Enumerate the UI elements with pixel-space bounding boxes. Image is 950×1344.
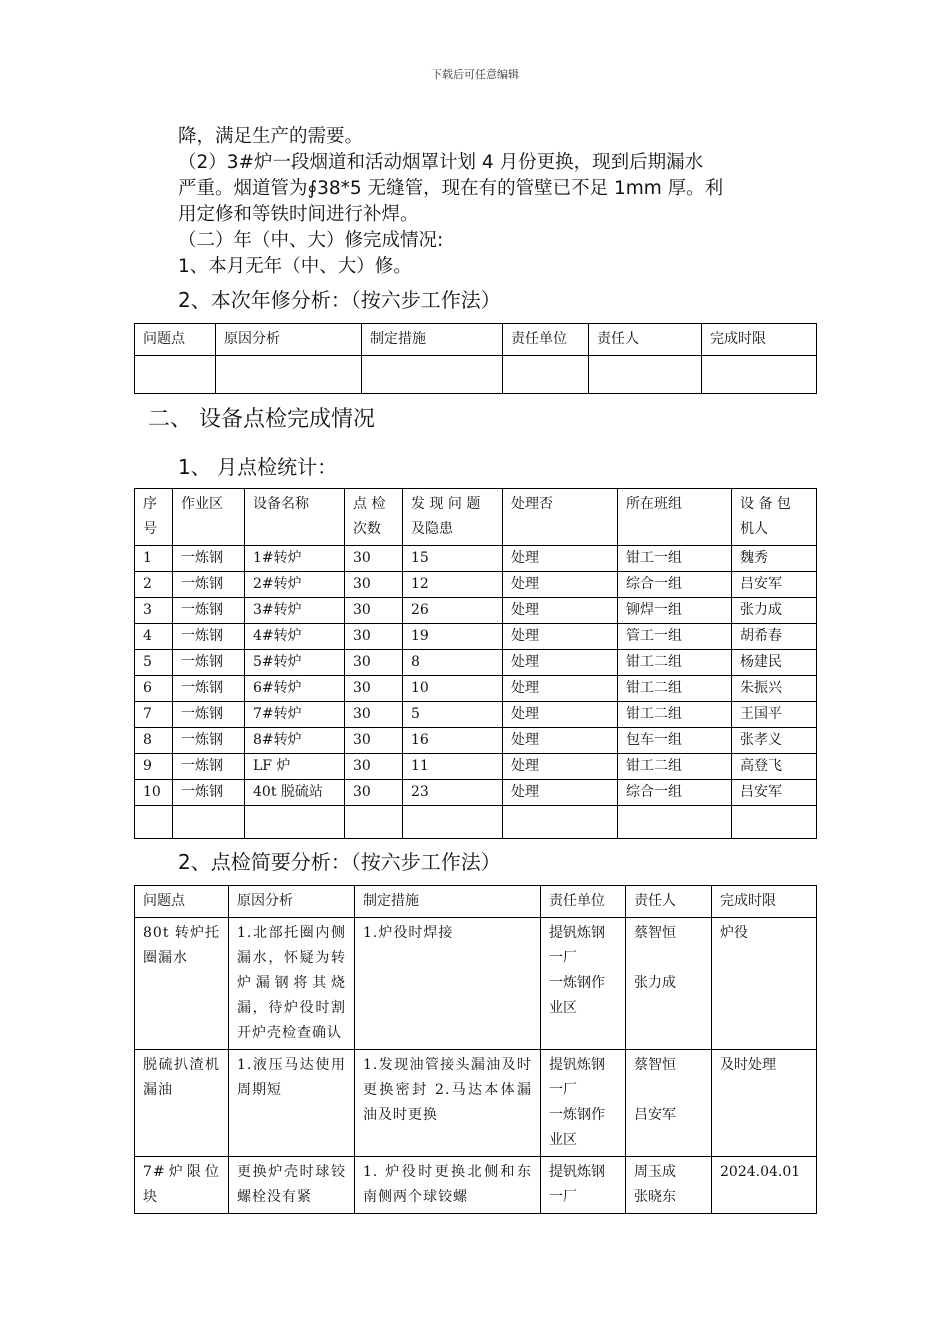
table-cell: 40t 脱硫站 (245, 780, 345, 806)
brief-analysis-table (134, 885, 817, 1214)
table-cell: 蔡智恒 吕安军 (626, 1050, 712, 1157)
table-cell (245, 806, 345, 839)
paragraph-line-1: 降，满足生产的需要。 (178, 126, 364, 147)
table-row (135, 624, 817, 650)
table-cell: 一炼钢 (173, 650, 245, 676)
table-header-cell: 责任单位 (503, 324, 589, 356)
table-cell (135, 356, 216, 394)
table-header-cell: 完成时限 (712, 886, 817, 918)
table-row (135, 754, 817, 780)
table-header-cell: 发 现 问 题 及隐患 (403, 489, 503, 546)
table-cell: 1#转炉 (245, 546, 345, 572)
table-cell: 30 (345, 624, 403, 650)
table-cell: 19 (403, 624, 503, 650)
table-cell: 4#转炉 (245, 624, 345, 650)
table-cell: 23 (403, 780, 503, 806)
table-cell: 炉役 (712, 918, 817, 1050)
table-cell: 综合一组 (618, 780, 732, 806)
table-cell: 80t 转炉托圈漏水 (135, 918, 229, 1050)
table-cell: 7#转炉 (245, 702, 345, 728)
table-cell (503, 806, 618, 839)
table-cell: 12 (403, 572, 503, 598)
table-header-cell: 原因分析 (229, 886, 355, 918)
table-cell: 6 (135, 676, 173, 702)
paragraph-line-4: 用定修和等铁时间进行补焊。 (178, 204, 419, 225)
table-cell: 2 (135, 572, 173, 598)
table-cell: 吕安军 (732, 780, 817, 806)
table-cell: 30 (345, 728, 403, 754)
table-header-row (135, 489, 817, 546)
table-cell: 一炼钢 (173, 572, 245, 598)
table-cell: 处理 (503, 780, 618, 806)
table-cell (618, 806, 732, 839)
table-cell: 处理 (503, 702, 618, 728)
table-cell: 处理 (503, 598, 618, 624)
table-row (135, 356, 817, 394)
table-header-cell: 制定措施 (355, 886, 541, 918)
table-cell: 1.发现油管接头漏油及时更换密封 2.马达本体漏油及时更换 (355, 1050, 541, 1157)
table-cell: 30 (345, 546, 403, 572)
table-cell: 一炼钢 (173, 780, 245, 806)
table-cell: 张力成 (732, 598, 817, 624)
table-header-row (135, 324, 817, 356)
table-cell: 钳工一组 (618, 546, 732, 572)
table-header-cell: 责任人 (589, 324, 702, 356)
table-cell: 11 (403, 754, 503, 780)
table-cell: 杨建民 (732, 650, 817, 676)
table-cell: 钳工二组 (618, 650, 732, 676)
table-cell: 处理 (503, 676, 618, 702)
table-row (135, 1157, 817, 1214)
annual-analysis-heading: 2、本次年修分析：（按六步工作法） (178, 288, 501, 312)
table-cell (732, 806, 817, 839)
table-cell: 4 (135, 624, 173, 650)
table-cell: 钳工二组 (618, 676, 732, 702)
table-cell: 提钒炼钢一厂 一炼钢作业区 (541, 1050, 626, 1157)
table-cell: 15 (403, 546, 503, 572)
table-cell: 钳工二组 (618, 702, 732, 728)
table-cell: 1 (135, 546, 173, 572)
table-cell: 16 (403, 728, 503, 754)
table-cell: 1.炉役时焊接 (355, 918, 541, 1050)
table-row (135, 702, 817, 728)
table-cell: 10 (403, 676, 503, 702)
table-cell: 8#转炉 (245, 728, 345, 754)
table-cell: 处理 (503, 572, 618, 598)
table-cell: 7 (135, 702, 173, 728)
annual-analysis-table (134, 323, 817, 394)
table-cell (503, 356, 589, 394)
monthly-title: 1、 月点检统计： (178, 455, 338, 479)
table-row (135, 918, 817, 1050)
table-cell: 处理 (503, 624, 618, 650)
brief-analysis-heading: 2、点检简要分析：（按六步工作法） (178, 850, 501, 874)
table-row (135, 780, 817, 806)
table-header-cell: 责任人 (626, 886, 712, 918)
table-cell: 1.液压马达使用周期短 (229, 1050, 355, 1157)
table-row (135, 598, 817, 624)
section-two-title: 二、 设备点检完成情况 (148, 407, 375, 432)
table-cell: 30 (345, 572, 403, 598)
table-cell (173, 806, 245, 839)
table-cell: 高登飞 (732, 754, 817, 780)
table-cell: 30 (345, 650, 403, 676)
table-cell (702, 356, 817, 394)
table-cell: 综合一组 (618, 572, 732, 598)
table-cell: 更换炉壳时球铰螺栓没有紧 (229, 1157, 355, 1214)
table-cell (589, 356, 702, 394)
table-row (135, 676, 817, 702)
table-cell: 脱硫扒渣机漏油 (135, 1050, 229, 1157)
table-header-cell: 完成时限 (702, 324, 817, 356)
table-cell: 2024.04.01 (712, 1157, 817, 1214)
table-cell: 吕安军 (732, 572, 817, 598)
paragraph-line-2: （2）3#炉一段烟道和活动烟罩计划 4 月份更换，现到后期漏水 (178, 152, 704, 173)
table-cell: 3 (135, 598, 173, 624)
table-cell: 铆焊一组 (618, 598, 732, 624)
table-cell: 6#转炉 (245, 676, 345, 702)
table-cell: 周玉成 张晓东 (626, 1157, 712, 1214)
table-cell: 一炼钢 (173, 624, 245, 650)
table-cell: 8 (403, 650, 503, 676)
table-header-cell: 问题点 (135, 324, 216, 356)
table-header-cell: 作业区 (173, 489, 245, 546)
table-header-cell: 点 检 次数 (345, 489, 403, 546)
table-cell: 2#转炉 (245, 572, 345, 598)
table-cell: 30 (345, 598, 403, 624)
table-cell: LF 炉 (245, 754, 345, 780)
table-cell: 30 (345, 754, 403, 780)
table-row (135, 1050, 817, 1157)
table-cell: 王国平 (732, 702, 817, 728)
table-cell: 钳工二组 (618, 754, 732, 780)
table-cell: 提钒炼钢一厂 一炼钢作业区 (541, 918, 626, 1050)
table-cell: 魏秀 (732, 546, 817, 572)
table-cell: 处理 (503, 650, 618, 676)
table-row (135, 572, 817, 598)
table-cell: 处理 (503, 728, 618, 754)
table-cell (345, 806, 403, 839)
table-cell: 管工一组 (618, 624, 732, 650)
table-cell: 一炼钢 (173, 546, 245, 572)
table-cell: 一炼钢 (173, 702, 245, 728)
table-cell (135, 806, 173, 839)
table-cell: 一炼钢 (173, 598, 245, 624)
table-header-cell: 设 备 包 机人 (732, 489, 817, 546)
table-cell: 8 (135, 728, 173, 754)
paragraph-line-3: 严重。烟道管为∮38*5 无缝管，现在有的管壁已不足 1mm 厚。利 (178, 178, 724, 199)
header-note: 下载后可任意编辑 (431, 68, 519, 81)
table-row (135, 650, 817, 676)
table-cell: 胡希春 (732, 624, 817, 650)
table-cell (216, 356, 362, 394)
table-cell (362, 356, 503, 394)
table-cell: 1. 炉役时更换北侧和东南侧两个球铰螺 (355, 1157, 541, 1214)
table-cell: 一炼钢 (173, 676, 245, 702)
table-header-row (135, 886, 817, 918)
table-cell: 1.北部托圈内侧漏水，怀疑为转炉漏钢将其烧漏，待炉役时割开炉壳检查确认 (229, 918, 355, 1050)
table-row (135, 728, 817, 754)
table-cell: 9 (135, 754, 173, 780)
table-cell: 及时处理 (712, 1050, 817, 1157)
table-header-cell: 制定措施 (362, 324, 503, 356)
table-cell: 7#炉限位块 (135, 1157, 229, 1214)
table-row (135, 546, 817, 572)
table-cell: 30 (345, 676, 403, 702)
table-row (135, 806, 817, 839)
table-header-cell: 所在班组 (618, 489, 732, 546)
table-header-cell: 问题点 (135, 886, 229, 918)
table-header-cell: 序号 (135, 489, 173, 546)
table-header-cell: 原因分析 (216, 324, 362, 356)
table-cell: 5#转炉 (245, 650, 345, 676)
table-cell: 一炼钢 (173, 754, 245, 780)
paragraph-line-5: （二）年（中、大）修完成情况: (178, 230, 444, 251)
table-cell: 处理 (503, 754, 618, 780)
table-cell: 提钒炼钢一厂 (541, 1157, 626, 1214)
table-cell: 处理 (503, 546, 618, 572)
table-cell: 10 (135, 780, 173, 806)
table-cell: 朱振兴 (732, 676, 817, 702)
monthly-inspection-table (134, 488, 817, 839)
table-cell: 蔡智恒 张力成 (626, 918, 712, 1050)
table-cell: 30 (345, 702, 403, 728)
table-cell: 5 (403, 702, 503, 728)
table-cell: 张孝义 (732, 728, 817, 754)
table-header-cell: 责任单位 (541, 886, 626, 918)
table-cell (403, 806, 503, 839)
table-cell: 30 (345, 780, 403, 806)
table-header-cell: 设备名称 (245, 489, 345, 546)
table-header-cell: 处理否 (503, 489, 618, 546)
table-cell: 5 (135, 650, 173, 676)
table-cell: 包车一组 (618, 728, 732, 754)
paragraph-line-6: 1、本月无年（中、大）修。 (178, 256, 412, 277)
table-cell: 3#转炉 (245, 598, 345, 624)
table-cell: 一炼钢 (173, 728, 245, 754)
table-cell: 26 (403, 598, 503, 624)
